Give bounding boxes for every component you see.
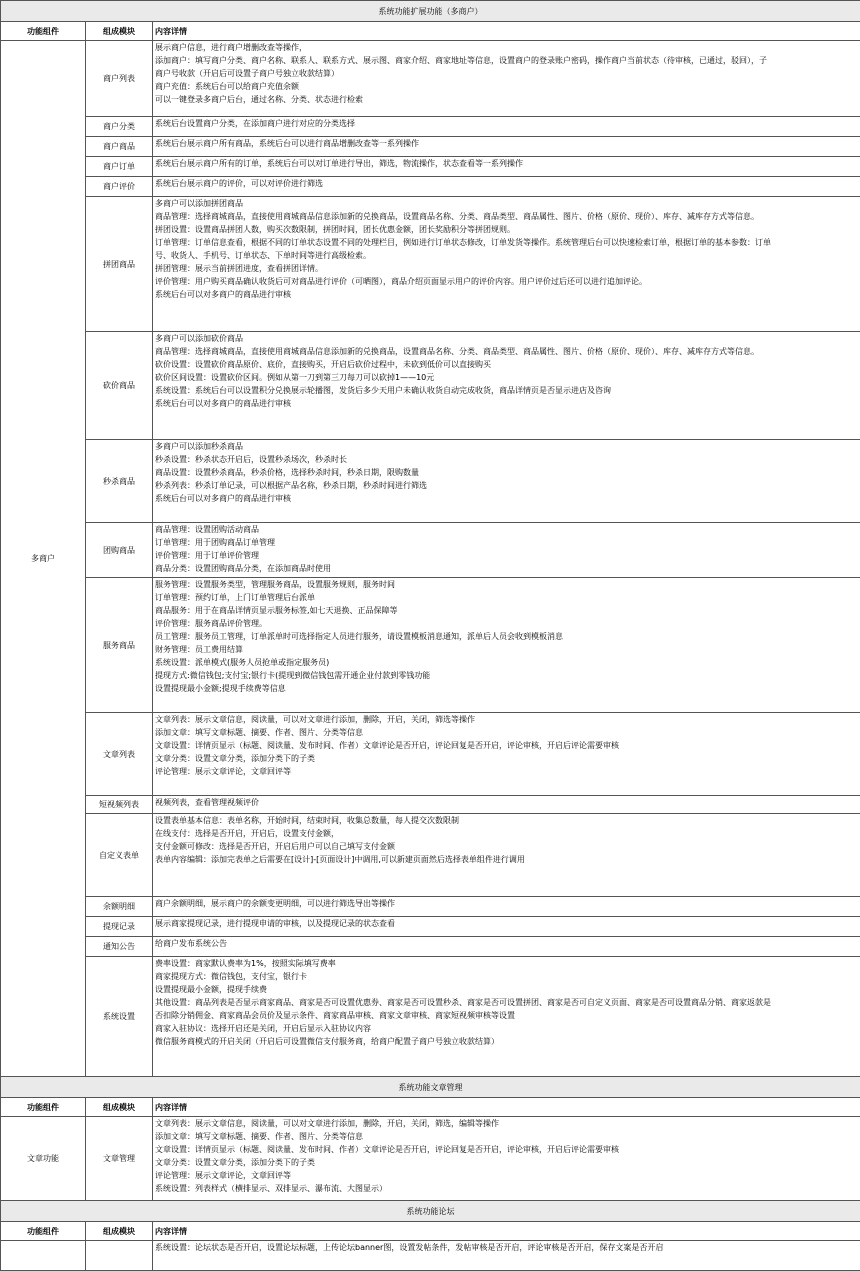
detail-line: 秒杀列表：秒杀订单记录，可以根据产品名称，秒杀日期，秒杀时间进行筛选 [155, 479, 858, 492]
detail-line: 砍价区间设置：设置砍价区间。例如从第一刀到第三刀每刀可以砍掉1——10元 [155, 371, 858, 384]
detail-line: 财务管理：员工费用结算 [155, 643, 858, 656]
detail-line: 否扣除分销佣金、商家商品会员价及显示条件、商家商品审核、商家文章审核、商家短视频审核等设置 [155, 1009, 858, 1022]
details-cell [153, 523, 860, 578]
detail-line: 商家提现方式：微信钱包，支付宝，银行卡 [155, 970, 858, 983]
detail-line: 评价管理：用户购买商品确认收货后可对商品进行评价（可晒图），商品介绍页面显示用户的评价内容。用户评价过后还可以进行追加评论。 [155, 275, 858, 288]
module-cell: 自定义表单 [86, 814, 153, 897]
details-cell [153, 897, 860, 917]
details-cell [153, 713, 860, 796]
module-cell: 通知公告 [86, 937, 153, 957]
details-cell [153, 957, 860, 1077]
table-row [1, 197, 860, 332]
details-cell [153, 814, 860, 897]
detail-line: 支付金额可修改：选择是否开启，开启后用户可以自己填写支付金额 [155, 840, 858, 853]
details-cell [153, 917, 860, 937]
detail-line: 系统后台展示商户的评价，可以对评价进行筛选 [155, 177, 858, 190]
detail-line: 商户号收款（开启后可设置子商户号独立收款结算） [155, 67, 858, 80]
details-cell [153, 137, 860, 157]
detail-line: 商户充值：系统后台可以给商户充值余额 [155, 80, 858, 93]
module-cell [86, 1241, 153, 1271]
header-module: 组成模块 [86, 22, 153, 41]
detail-line: 评论管理：展示文章评论，文章回评等 [155, 765, 858, 778]
section-title: 系统功能论坛 [1, 1201, 860, 1222]
detail-line: 系统后台设置商户分类，在添加商户进行对应的分类选择 [155, 117, 858, 130]
table-row [1, 1241, 860, 1271]
module-cell: 团购商品 [86, 523, 153, 578]
table-row [1, 523, 860, 578]
detail-line: 商家入驻协议：选择开启还是关闭，开启后显示入驻协议内容 [155, 1022, 858, 1035]
header-row [1, 1222, 860, 1241]
detail-line: 号、收货人、手机号、订单状态、下单时间等进行高级检索。 [155, 249, 858, 262]
detail-line: 其他设置：商品列表是否显示商家商品、商家是否可设置优惠券、商家是否可设置秒杀、商家是否可设置拼团、商家是否可自定义页面、商家是否可设置商品分销、商家返款是 [155, 996, 858, 1009]
detail-line: 商品管理：选择商城商品，直接使用商城商品信息添加新的兑换商品，设置商品名称、分类、商品类型、商品属性、图片、价格（原价、现价）、库存、减库存方式等信息。 [155, 345, 858, 358]
detail-line: 设置表单基本信息：表单名称，开始时间，结束时间，收集总数量，每人提交次数限制 [155, 814, 858, 827]
detail-line: 系统设置：派单模式(服务人员抢单或指定服务员) [155, 656, 858, 669]
table-row [1, 957, 860, 1077]
detail-line: 文章设置：详情页显示（标题、阅读量、发布时间、作者）文章评论是否开启，评论回复是否开启，评论审核，开启后评论需要审核 [155, 739, 858, 752]
detail-line: 系统后台可以对多商户的商品进行审核 [155, 492, 858, 505]
table-row [1, 332, 860, 440]
header-details: 内容详情 [153, 22, 860, 41]
detail-line: 系统后台展示商户所有商品，系统后台可以进行商品增删改查等一系列操作 [155, 137, 858, 150]
detail-line: 文章分类：设置文章分类，添加分类下的子类 [155, 752, 858, 765]
header-row [1, 22, 860, 41]
detail-line: 费率设置：商家默认费率为1%，按照实际填写费率 [155, 957, 858, 970]
module-cell: 服务商品 [86, 578, 153, 713]
detail-line: 文章列表：展示文章信息，阅读量，可以对文章进行添加，删除，开启，关闭，筛选等操作 [155, 713, 858, 726]
detail-line: 订单管理：订单信息查看，根据不同的订单状态设置不同的处理栏目，例如进行订单状态修改，订单发货等操作。系统管理后台可以快速检索订单，根据订单的基本参数：订单 [155, 236, 858, 249]
details-cell [153, 197, 860, 332]
detail-line: 设置提现最小金额，提现手续费 [155, 983, 858, 996]
detail-line: 系统后台可以对多商户的商品进行审核 [155, 288, 858, 301]
module-cell: 拼团商品 [86, 197, 153, 332]
header-details: 内容详情 [153, 1222, 860, 1241]
detail-line: 给商户发布系统公告 [155, 937, 858, 950]
detail-line: 系统后台可以对多商户的商品进行审核 [155, 397, 858, 410]
table-row [1, 177, 860, 197]
detail-line: 视频列表，查看管理视频评价 [155, 796, 858, 809]
table-row [1, 937, 860, 957]
component-cell: 多商户 [1, 41, 86, 1077]
details-cell [153, 937, 860, 957]
detail-line: 多商户可以添加拼团商品 [155, 197, 858, 210]
detail-line: 多商户可以添加秒杀商品 [155, 440, 858, 453]
detail-line: 员工管理：服务员工管理，订单派单时可选择指定人员进行服务，请设置模板消息通知，派单后人员会收到模板消息 [155, 630, 858, 643]
module-cell: 商户分类 [86, 117, 153, 137]
detail-line: 商品管理：设置团购活动商品 [155, 523, 858, 536]
module-cell: 砍价商品 [86, 332, 153, 440]
table-row [1, 137, 860, 157]
detail-line: 评论管理：展示文章评论，文章回评等 [155, 1169, 858, 1182]
module-cell: 短视频列表 [86, 796, 153, 814]
section-title-row [1, 1, 860, 22]
details-cell [153, 440, 860, 523]
details-cell [153, 177, 860, 197]
detail-line: 多商户可以添加砍价商品 [155, 332, 858, 345]
component-cell: 文章功能 [1, 1117, 86, 1201]
module-cell: 系统设置 [86, 957, 153, 1077]
module-cell: 提现记录 [86, 917, 153, 937]
detail-line: 评价管理：服务商品评价管理。 [155, 617, 858, 630]
detail-line: 系统设置：论坛状态是否开启，设置论坛标题，上传论坛banner图，设置发帖条件，发帖审核是否开启，评论审核是否开启，保存文案是否开启 [155, 1241, 858, 1254]
table-row [1, 578, 860, 713]
table-row [1, 814, 860, 897]
table-row [1, 1117, 860, 1201]
module-cell: 余额明细 [86, 897, 153, 917]
details-cell [153, 1241, 860, 1271]
detail-line: 添加文章：填写文章标题、摘要、作者、图片、分类等信息 [155, 1130, 858, 1143]
detail-line: 展示商户信息，进行商户增删改查等操作， [155, 41, 858, 54]
detail-line: 系统后台展示商户所有的订单，系统后台可以对订单进行导出，筛选，物流操作，状态查看等一系列操作 [155, 157, 858, 170]
details-cell [153, 332, 860, 440]
header-module: 组成模块 [86, 1098, 153, 1117]
header-details: 内容详情 [153, 1098, 860, 1117]
details-cell [153, 157, 860, 177]
module-cell: 文章列表 [86, 713, 153, 796]
section-title-row [1, 1201, 860, 1222]
detail-line: 表单内容编辑：添加完表单之后需要在[设计]-[页面设计]中调用,可以新建页面然后选择表单组件进行调用 [155, 853, 858, 866]
section-title: 系统功能扩展功能（多商户） [1, 1, 860, 22]
detail-line: 服务管理：设置服务类型，管理服务商品，设置服务规则，服务时间 [155, 578, 858, 591]
detail-line: 展示商家提现记录，进行提现申请的审核，以及提现记录的状态查看 [155, 917, 858, 930]
module-cell: 秒杀商品 [86, 440, 153, 523]
table-row [1, 157, 860, 177]
detail-line: 订单管理：用于团购商品订单管理 [155, 536, 858, 549]
module-cell: 商户评价 [86, 177, 153, 197]
detail-line: 可以一键登录多商户后台，通过名称、分类、状态进行检索 [155, 93, 858, 106]
detail-line: 文章列表：展示文章信息，阅读量，可以对文章进行添加，删除，开启，关闭，筛选，编辑等操作 [155, 1117, 858, 1130]
section-title-row [1, 1077, 860, 1098]
detail-line: 系统设置：系统后台可以设置积分兑换展示轮播图，发货后多少天用户未确认收货自动完成收货，商品详情页是否显示进店及咨询 [155, 384, 858, 397]
table-row [1, 41, 860, 117]
table-row [1, 117, 860, 137]
detail-line: 微信服务商模式的开启关闭（开启后可设置微信支付服务商，给商户配置子商户号独立收款结算） [155, 1035, 858, 1048]
detail-line: 秒杀设置：秒杀状态开启后，设置秒杀场次，秒杀时长 [155, 453, 858, 466]
table-row [1, 917, 860, 937]
header-row [1, 1098, 860, 1117]
detail-line: 提现方式:微信钱包;支付宝;银行卡(提现到微信钱包需开通企业付款到零钱功能 [155, 669, 858, 682]
detail-line: 文章分类：设置文章分类，添加分类下的子类 [155, 1156, 858, 1169]
section-title: 系统功能文章管理 [1, 1077, 860, 1098]
component-cell [1, 1241, 86, 1271]
detail-line: 商品管理：选择商城商品，直接使用商城商品信息添加新的兑换商品，设置商品名称、分类、商品类型、商品属性、图片、价格（原价、现价）、库存、减库存方式等信息。 [155, 210, 858, 223]
detail-line: 商户余额明细，展示商户的余额变更明细，可以进行筛选导出等操作 [155, 897, 858, 910]
detail-line: 系统设置：列表样式（横排显示、双排显示、瀑布流、大图显示） [155, 1182, 858, 1195]
table-row [1, 897, 860, 917]
detail-line: 在线支付：选择是否开启，开启后，设置支付金额， [155, 827, 858, 840]
table-row [1, 440, 860, 523]
detail-line: 评价管理：用于订单评价管理 [155, 549, 858, 562]
module-cell: 商户订单 [86, 157, 153, 177]
detail-line: 添加文章：填写文章标题、摘要、作者、图片、分类等信息 [155, 726, 858, 739]
module-cell: 文章管理 [86, 1117, 153, 1201]
module-cell: 商户商品 [86, 137, 153, 157]
details-cell [153, 117, 860, 137]
header-component: 功能组件 [1, 22, 86, 41]
detail-line: 文章设置：详情页显示（标题、阅读量、发布时间、作者）文章评论是否开启，评论回复是否开启，评论审核，开启后评论需要审核 [155, 1143, 858, 1156]
module-cell: 商户列表 [86, 41, 153, 117]
table-row [1, 713, 860, 796]
details-cell [153, 1117, 860, 1201]
header-module: 组成模块 [86, 1222, 153, 1241]
detail-line: 商品分类：设置团购商品分类，在添加商品时使用 [155, 562, 858, 575]
detail-line: 设置提现最小金额;提现手续费等信息 [155, 682, 858, 695]
detail-line: 拼团管理：展示当前拼团进度，查看拼团详情。 [155, 262, 858, 275]
detail-line: 商品服务：用于在商品详情页显示服务标签,如七天退换、正品保障等 [155, 604, 858, 617]
details-cell [153, 578, 860, 713]
detail-line: 添加商户：填写商户分类、商户名称、联系人、联系方式、展示图、商家介绍、商家地址等信息，设置商户的登录账户密码，操作商户当前状态（待审核，已通过，驳回），子 [155, 54, 858, 67]
detail-line: 商品设置：设置秒杀商品，秒杀价格，选择秒杀时间，秒杀日期，限购数量 [155, 466, 858, 479]
details-cell [153, 796, 860, 814]
table-row [1, 796, 860, 814]
detail-line: 拼团设置：设置商品拼团人数，购买次数限制，拼团时间，团长优惠金额，团长奖励积分等拼团规则。 [155, 223, 858, 236]
details-cell [153, 41, 860, 117]
detail-line: 砍价设置：设置砍价商品原价、底价，直接购买，开启后砍价过程中，未砍到低价可以直接购买 [155, 358, 858, 371]
detail-line: 订单管理：预约订单，上门订单管理后台派单 [155, 591, 858, 604]
header-component: 功能组件 [1, 1098, 86, 1117]
header-component: 功能组件 [1, 1222, 86, 1241]
